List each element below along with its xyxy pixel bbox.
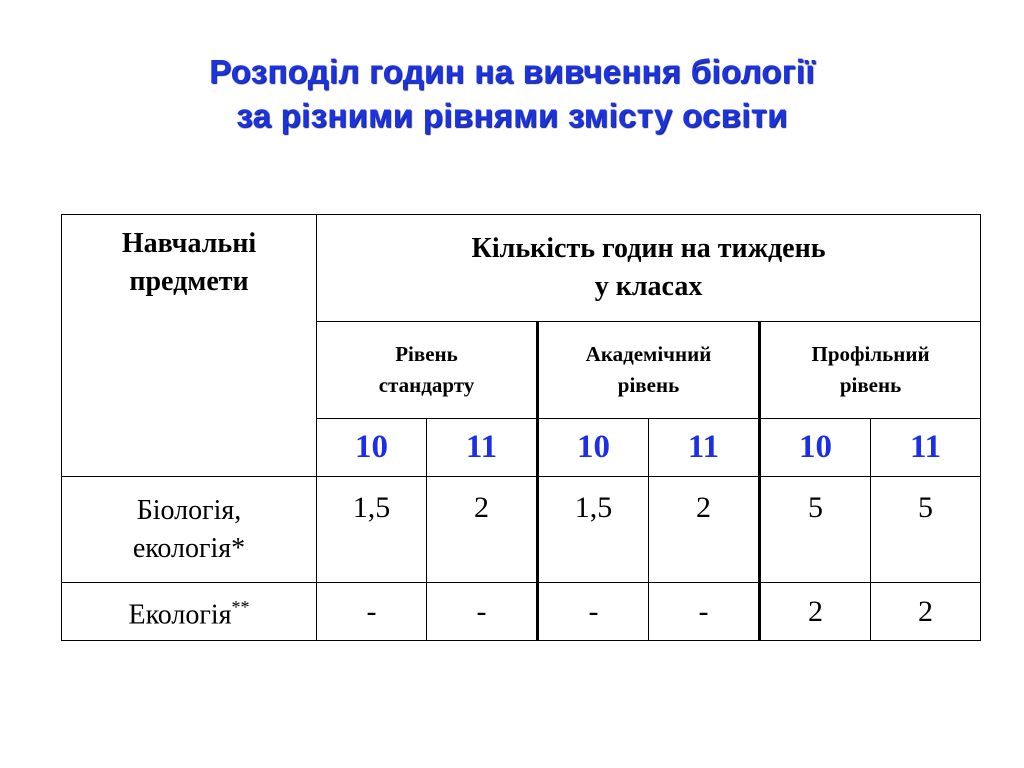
slide-title [0, 50, 1024, 138]
hours-value: 2 [427, 477, 538, 583]
hours-header-line1: Кількість годин на тиждень [471, 233, 826, 264]
level-standard-line1: Рівень [395, 342, 458, 366]
subject-header-line2: предмети [129, 266, 249, 297]
grade-header: 11 [871, 419, 981, 477]
table-row [62, 477, 981, 583]
hours-header-cell [317, 215, 981, 322]
hours-value: 5 [760, 477, 871, 583]
hours-table [61, 214, 981, 641]
hours-value: - [649, 583, 760, 641]
hours-value: 5 [871, 477, 981, 583]
subject-name: Екологія [128, 599, 232, 631]
slide-title-line2: за різними рівнями змісту освіти [236, 97, 788, 134]
level-profile-line2: рівень [839, 373, 902, 397]
subject-line2: екологія* [132, 532, 246, 564]
hours-value: 2 [760, 583, 871, 641]
level-standard-line2: стандарту [378, 373, 475, 397]
slide-title-line1: Розподіл годин на вивчення біології [209, 53, 815, 90]
grade-header: 10 [538, 419, 649, 477]
hours-value: 2 [871, 583, 981, 641]
subject-header-line1: Навчальні [121, 228, 257, 259]
grade-header: 11 [427, 419, 538, 477]
level-profile-line1: Профільний [811, 342, 930, 366]
subject-cell [62, 583, 317, 641]
hours-header-line2: у класах [594, 271, 703, 302]
table-row [62, 583, 981, 641]
level-academic-line1: Академічний [585, 342, 712, 366]
hours-value: 1,5 [317, 477, 427, 583]
hours-value: 2 [649, 477, 760, 583]
subject-header-cell [62, 215, 317, 477]
subject-cell [62, 477, 317, 583]
grade-header: 10 [317, 419, 427, 477]
hours-value: - [317, 583, 427, 641]
hours-value: 1,5 [538, 477, 649, 583]
level-academic-cell [538, 322, 760, 419]
grade-header: 11 [649, 419, 760, 477]
grade-header: 10 [760, 419, 871, 477]
subject-footnote-mark: ** [231, 597, 250, 618]
hours-value: - [538, 583, 649, 641]
hours-value: - [427, 583, 538, 641]
subject-line1: Біологія, [136, 494, 242, 526]
level-profile-cell [760, 322, 981, 419]
level-academic-line2: рівень [617, 373, 680, 397]
level-standard-cell [317, 322, 538, 419]
